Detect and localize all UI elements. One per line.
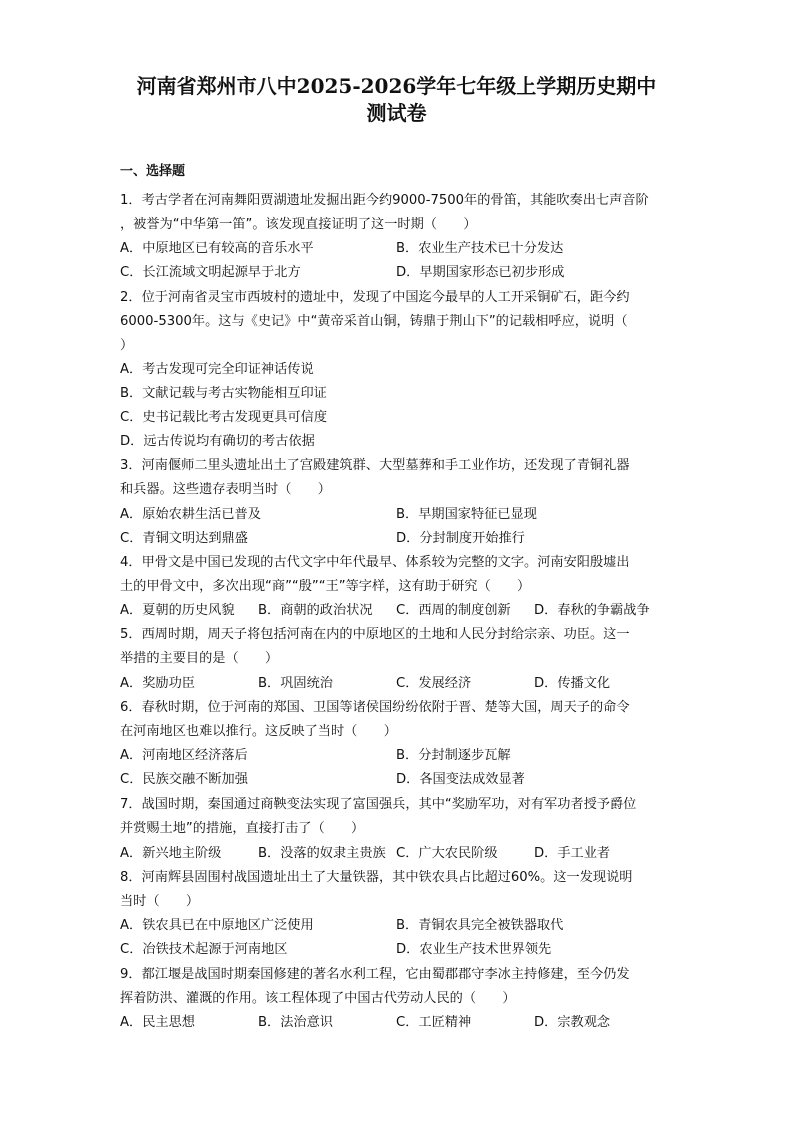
question-4-option-a: A．夏朝的历史风貌 (120, 603, 235, 618)
exam-title-line-2: 测试卷 (366, 101, 427, 125)
question-2-option-b: B．文献记载与考古实物能相互印证 (120, 386, 327, 401)
question-1-option-b: B．农业生产技术已十分发达 (396, 241, 564, 256)
question-6-line-2: 在河南地区也难以推行。这反映了当时（ ） (120, 724, 397, 739)
question-5-option-a: A．奖励功臣 (120, 676, 195, 691)
question-7-option-c: C．广大农民阶级 (396, 846, 498, 861)
question-2-option-d: D．远古传说均有确切的考古依据 (120, 434, 315, 449)
question-9-option-a: A．民主思想 (120, 1015, 195, 1030)
question-1-option-d: D．早期国家形态已初步形成 (396, 265, 565, 280)
question-1-line-1: 1．考古学者在河南舞阳贾湖遗址发掘出距今约9000-7500年的骨笛，其能吹奏出七声音阶 (120, 193, 649, 208)
question-5-option-c: C．发展经济 (396, 676, 472, 691)
question-9-option-d: D．宗教观念 (534, 1015, 611, 1030)
question-5-option-b: B．巩固统治 (258, 676, 333, 691)
question-1-line-2: ，被誉为“中华第一笛”。该发现直接证明了这一时期（ ） (120, 217, 477, 232)
question-5-line-2: 举措的主要目的是（ ） (120, 651, 279, 666)
question-9-option-c: C．工匠精神 (396, 1015, 472, 1030)
question-7-option-b: B．没落的奴隶主贵族 (258, 846, 386, 861)
question-8-option-c: C．冶铁技术起源于河南地区 (120, 942, 288, 957)
question-8-option-b: B．青铜农具完全被铁器取代 (396, 918, 564, 933)
question-7-option-d: D．手工业者 (534, 846, 611, 861)
question-4-line-1: 4．甲骨文是中国已发现的古代文字中年代最早、体系较为完整的文字。河南安阳殷墟出 (120, 555, 630, 570)
question-6-option-d: D．各国变法成效显著 (396, 772, 525, 787)
question-8-line-1: 8．河南辉县固围村战国遗址出土了大量铁器，其中铁农具占比超过60%。这一发现说明 (120, 870, 633, 885)
question-8-option-a: A．铁农具已在中原地区广泛使用 (120, 918, 314, 933)
question-3-line-2: 和兵器。这些遗存表明当时（ ） (120, 482, 331, 497)
question-4-option-b: B．商朝的政治状况 (258, 603, 373, 618)
question-3-option-d: D．分封制度开始推行 (396, 531, 525, 546)
question-4-line-2: 土的甲骨文中，多次出现“商”“殷”“王”等字样，这有助于研究（ ） (120, 579, 531, 594)
question-3-line-1: 3．河南偃师二里头遗址出土了宫殿建筑群、大型墓葬和手工业作坊，还发现了青铜礼器 (120, 458, 630, 473)
question-7-line-1: 7．战国时期，秦国通过商鞅变法实现了富国强兵，其中“奖励军功，对有军功者授予爵位 (120, 797, 637, 812)
question-8-line-2: 当时（ ） (120, 894, 200, 909)
question-1-option-c: C．长江流域文明起源早于北方 (120, 265, 301, 280)
question-2-line-2: 6000-5300年。这与《史记》中“黄帝采首山铜，铸鼎于荆山下”的记载相呼应，说明（ (120, 314, 628, 329)
question-2-line-1: 2．位于河南省灵宝市西坡村的遗址中，发现了中国迄今最早的人工开采铜矿石，距今约 (120, 290, 630, 305)
question-8-option-d: D．农业生产技术世界领先 (396, 942, 552, 957)
exam-title-line-1: 河南省郑州市八中2025-2026学年七年级上学期历史期中 (136, 74, 657, 98)
question-5-option-d: D．传播文化 (534, 676, 611, 691)
question-1-option-a: A．中原地区已有较高的音乐水平 (120, 241, 314, 256)
question-9-option-b: B．法治意识 (258, 1015, 333, 1030)
question-4-option-d: D．春秋的争霸战争 (534, 603, 650, 618)
question-9-line-1: 9．都江堰是战国时期秦国修建的著名水利工程，它由蜀郡郡守李冰主持修建，至今仍发 (120, 967, 630, 982)
question-3-option-c: C．青铜文明达到鼎盛 (120, 531, 248, 546)
question-2-option-a: A．考古发现可完全印证神话传说 (120, 362, 314, 377)
question-3-option-a: A．原始农耕生活已普及 (120, 507, 261, 522)
section-heading: 一、选择题 (120, 164, 186, 179)
question-6-option-a: A．河南地区经济落后 (120, 748, 248, 763)
question-6-option-b: B．分封制逐步瓦解 (396, 748, 511, 763)
question-2-option-c: C．史书记载比考古发现更具可信度 (120, 410, 328, 425)
question-4-option-c: C．西周的制度创新 (396, 603, 511, 618)
question-7-line-2: 并赏赐土地”的措施，直接打击了（ ） (120, 821, 365, 836)
question-3-option-b: B．早期国家特征已显现 (396, 507, 537, 522)
question-2-line-3: ） (120, 338, 134, 353)
question-7-option-a: A．新兴地主阶级 (120, 846, 222, 861)
question-9-line-2: 挥着防洪、灌溉的作用。该工程体现了中国古代劳动人民的（ ） (120, 991, 516, 1006)
question-5-line-1: 5．西周时期，周天子将包括河南在内的中原地区的土地和人民分封给宗亲、功臣。这一 (120, 627, 630, 642)
question-6-option-c: C．民族交融不断加强 (120, 772, 248, 787)
question-6-line-1: 6．春秋时期，位于河南的郑国、卫国等诸侯国纷纷依附于晋、楚等大国，周天子的命令 (120, 700, 630, 715)
